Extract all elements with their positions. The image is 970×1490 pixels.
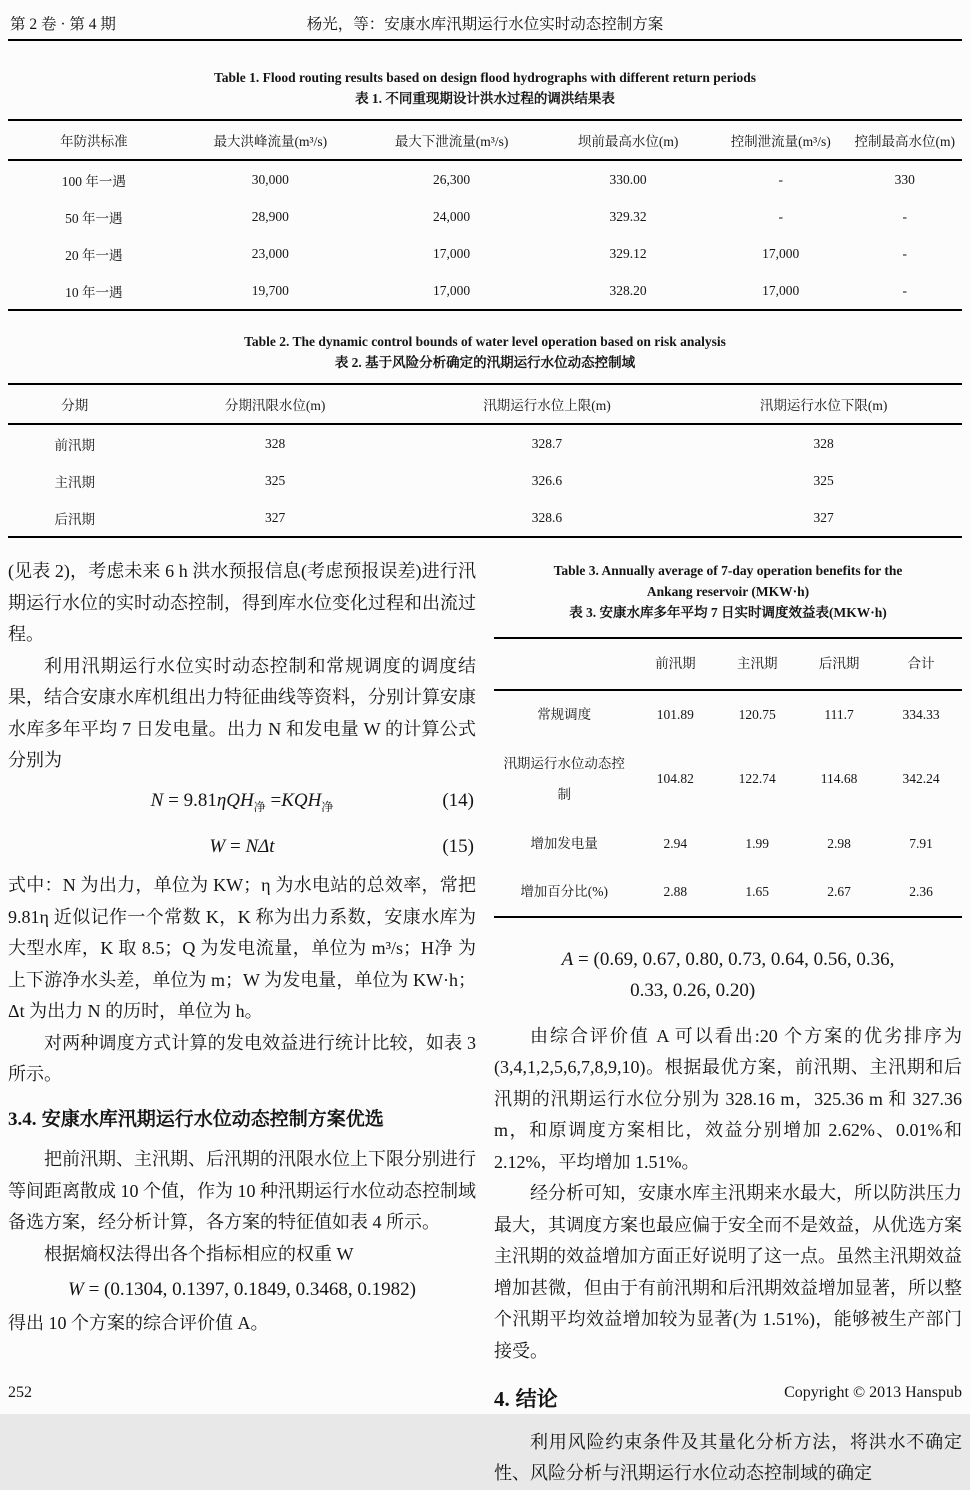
paragraph: 式中：N 为出力，单位为 KW；η 为水电站的总效率，常把 9.81η 近似记作一个常数 K，K 称为出力系数，安康水库为大型水库，K 取 8.5；Q 为发电流量，单位为 m³/s；H净 为上下游净水头差，单位为 m；W 为发电量，单位为 KW·h；Δt 为出力 N 的历时，单位为 h。	[8, 875, 476, 1022]
table1-row	[8, 198, 962, 235]
table2-header-cell: 分期汛限水位(m)	[142, 384, 409, 424]
table3-cell: 334.33	[902, 707, 940, 722]
table3-row	[494, 690, 962, 740]
eqA-term: A	[561, 949, 574, 970]
table1-cell: 100 年一遇	[61, 173, 126, 189]
table2-caption-en: Table 2. The dynamic control bounds of water level operation based on risk analysis	[244, 334, 726, 349]
table1-header-row	[8, 120, 962, 160]
eq15-term: NΔt	[245, 836, 275, 858]
table3-header-cell	[494, 638, 634, 690]
table3-cell: 342.24	[902, 771, 940, 787]
table1-cell: 328.20	[609, 282, 647, 298]
table1-header-cell: 坝前最高水位(m)	[542, 120, 714, 160]
table2-row	[8, 462, 962, 499]
section-heading-3-4	[8, 1104, 476, 1136]
table3-cell: 1.65	[745, 884, 770, 899]
table3-cell: 2.88	[663, 884, 688, 899]
paragraph: 把前汛期、主汛期、后汛期的汛限水位上下限分别进行等间距离散成 10 个值，作为 10 种汛期运行水位动态控制域备选方案，经分析计算，各方案的特征值如表 4 所示。	[8, 1149, 476, 1233]
eq14-subscript: 净	[253, 799, 266, 814]
eq14-term: KQH	[281, 789, 322, 811]
section-number: 4.	[494, 1387, 510, 1411]
eq15-term: W	[209, 836, 226, 858]
table2-header-row	[8, 384, 962, 424]
table1-cell: -	[902, 245, 907, 261]
table3-row	[494, 819, 962, 868]
equation-number: (14)	[442, 789, 474, 811]
running-title: 杨光，等：安康水库汛期运行水位实时动态控制方案	[306, 16, 664, 33]
table3-cell: 104.82	[656, 771, 694, 787]
equation-w-weights	[8, 1274, 476, 1306]
table3-cell: 2.36	[909, 884, 933, 899]
table2-header-cell: 汛期运行水位上限(m)	[409, 384, 686, 424]
table3-cell: 2.98	[827, 835, 851, 851]
table1-row	[8, 272, 962, 310]
table3-cell: 增加发电量	[530, 835, 598, 851]
table1-cell: -	[902, 282, 907, 298]
table1-cell: 329.32	[609, 208, 647, 224]
section-title: 安康水库汛期运行水位动态控制方案优选	[36, 1108, 384, 1130]
table1-cell: 329.12	[609, 245, 647, 261]
table2-cell: 325	[813, 472, 834, 488]
table1-cell: 17,000	[762, 282, 800, 298]
paragraph: 对两种调度方式计算的发电效益进行统计比较，如表 3 所示。	[8, 1032, 476, 1085]
table3-header-cell: 主汛期	[716, 638, 798, 690]
table1-header-cell: 控制泄流量(m³/s)	[714, 120, 848, 160]
eq14-term: N	[150, 789, 164, 811]
table2-cell: 328.6	[531, 509, 563, 525]
table1-header-cell: 最大下泄流量(m³/s)	[361, 120, 542, 160]
equation-14	[8, 784, 476, 824]
table1-cell: 20 年一遇	[65, 247, 123, 263]
table2-cell: 后汛期	[54, 511, 96, 527]
eqW-term: = (0.1304, 0.1397, 0.1849, 0.3468, 0.1982)	[83, 1279, 416, 1301]
table1-cell: -	[778, 171, 783, 187]
running-header	[8, 12, 962, 41]
paragraph: 经分析可知，安康水库主汛期来水最大，所以防洪压力最大，其调度方案也最应偏于安全而不是效益，从优选方案主汛期的效益增加方面正好说明了这一点。虽然主汛期效益增加甚微，但由于有前汛期和后汛期效益增加显著，所以整个汛期平均效益增加较为显著(为 1.51%)，能够被生产部门接受。	[494, 1183, 962, 1361]
volume-issue: 第 2 卷 · 第 4 期	[10, 16, 116, 33]
table2-cell: 327	[264, 509, 286, 525]
table3-caption-en-line1: Table 3. Annually average of 7-day operation benefits for the	[553, 563, 903, 578]
eqA-line1	[562, 949, 895, 970]
footer-page-number: 252	[8, 1384, 32, 1401]
table2-cell: 327	[813, 509, 834, 525]
eqW-term: W	[68, 1279, 84, 1301]
paragraph: 利用风险约束条件及其量化分析方法，将洪水不确定性、风险分析与汛期运行水位动态控制域的确定	[494, 1431, 962, 1483]
table2-header-cell: 分期	[8, 384, 142, 424]
right-column	[494, 556, 962, 1490]
table1-cell: 330.00	[609, 171, 647, 187]
table2-cell: 328	[264, 435, 286, 451]
table3-cell: 汛期运行水位动态控制	[503, 755, 625, 802]
section-title: 结论	[509, 1388, 558, 1411]
table1-header-cell: 控制最高水位(m)	[847, 120, 962, 160]
table3-row	[494, 739, 962, 819]
eqA-term: = (0.69, 0.67, 0.80, 0.73, 0.64, 0.56, 0.36,	[573, 949, 895, 970]
table1-cell: 24,000	[433, 208, 471, 224]
table2-dynamic-control-bounds	[8, 383, 962, 538]
table3-cell: 2.94	[663, 835, 688, 851]
eq14-term: =	[265, 789, 282, 811]
table3-cell: 114.68	[820, 771, 858, 787]
table1-cell: 17,000	[433, 282, 471, 298]
table3-caption-en-line2: Ankang reservoir (MKW·h)	[646, 584, 810, 599]
paragraph: 得出 10 个方案的综合评价值 A。	[8, 1312, 269, 1333]
paragraph: 利用汛期运行水位实时动态控制和常规调度的调度结果，结合安康水库机组出力特征曲线等资料，分别计算安康水库多年平均 7 日发电量。出力 N 和发电量 W 的计算公式分别为	[8, 655, 476, 770]
table2-caption-zh: 表 2. 基于风险分析确定的汛期运行水位动态控制域	[334, 355, 636, 370]
paragraph: (见表 2)，考虑未来 6 h 洪水预报信息(考虑预报误差)进行汛期运行水位的实时动态控制，得到库水位变化过程和出流过程。	[8, 561, 476, 644]
table2-cell: 325	[264, 472, 286, 488]
table3-cell: 常规调度	[537, 707, 592, 722]
table2-cell: 326.6	[531, 472, 563, 488]
section-number: 3.4.	[8, 1108, 37, 1130]
table3-cell: 111.7	[824, 707, 854, 722]
table1-caption-zh: 表 1. 不同重现期设计洪水过程的调洪结果表	[355, 91, 615, 106]
table1-header-cell: 年防洪标准	[8, 120, 180, 160]
eq15-term: =	[225, 836, 246, 858]
table1-cell: 23,000	[251, 245, 289, 261]
table1-cell: -	[778, 208, 783, 224]
page-footer	[8, 1384, 962, 1402]
table1-row	[8, 235, 962, 272]
table3-operation-benefits	[494, 637, 962, 918]
table3-cell: 120.75	[738, 707, 776, 722]
table3-cell: 1.99	[745, 835, 770, 851]
table1-cell: -	[902, 208, 907, 224]
table1-row	[8, 160, 962, 198]
table2-row	[8, 424, 962, 462]
eqA-line2: 0.33, 0.26, 0.20)	[630, 980, 756, 1001]
table1-cell: 19,700	[251, 282, 289, 298]
table1-cell: 30,000	[251, 171, 289, 187]
table3-cell: 增加百分比(%)	[520, 884, 609, 899]
table2-cell: 328	[813, 435, 834, 451]
table3-cell: 7.91	[909, 835, 933, 851]
table2-cell: 前汛期	[54, 437, 96, 453]
eq14-term: = 9.81	[163, 789, 217, 811]
equation-15	[8, 830, 476, 863]
table3-header-row	[494, 638, 962, 690]
footer-copyright: Copyright © 2013 Hanspub	[784, 1384, 962, 1401]
table1-cell: 330	[894, 171, 915, 187]
table2-cell: 328.7	[531, 435, 563, 451]
table1-cell: 26,300	[433, 171, 471, 187]
table1-cell: 17,000	[433, 245, 471, 261]
table3-header-cell: 合计	[880, 638, 962, 690]
left-column	[8, 556, 476, 1490]
table3-caption-zh: 表 3. 安康水库多年平均 7 日实时调度效益表(MKW·h)	[569, 605, 887, 620]
eq14-subscript: 净	[321, 799, 334, 814]
paragraph: 根据熵权法得出各个指标相应的权重 W	[44, 1243, 354, 1264]
table2-row	[8, 499, 962, 537]
table3-cell: 2.67	[827, 884, 851, 899]
table1-caption-en: Table 1. Flood routing results based on design flood hydrographs with different return periods	[213, 70, 757, 85]
equation-a-values	[494, 944, 962, 1007]
paragraph: 由综合评价值 A 可以看出:20 个方案的优劣排序为(3,4,1,2,5,6,7,8,9,10)。根据最优方案，前汛期、主汛期和后汛期的汛期运行水位分别为 328.16 m，325.36 m 和 327.36 m，和原调度方案相比，效益分别增加 2.62%、0.01%和 2.12%，平均增加 1.51%。	[494, 1025, 962, 1172]
table3-cell: 101.89	[656, 707, 694, 722]
table1-flood-routing	[8, 119, 962, 311]
equation-number: (15)	[442, 836, 474, 858]
table3-header-cell: 后汛期	[798, 638, 880, 690]
table1-cell: 10 年一遇	[65, 284, 123, 300]
table2-header-cell: 汛期运行水位下限(m)	[685, 384, 962, 424]
table1-cell: 28,900	[251, 208, 289, 224]
table3-cell: 122.74	[738, 771, 776, 787]
eq14-term: ηQH	[216, 789, 254, 811]
table1-cell: 17,000	[762, 245, 800, 261]
table1-cell: 50 年一遇	[65, 210, 123, 226]
table3-row	[494, 868, 962, 918]
body-columns	[8, 556, 962, 1490]
table1-header-cell: 最大洪峰流量(m³/s)	[180, 120, 361, 160]
table2-cell: 主汛期	[54, 474, 96, 490]
table3-header-cell: 前汛期	[634, 638, 716, 690]
